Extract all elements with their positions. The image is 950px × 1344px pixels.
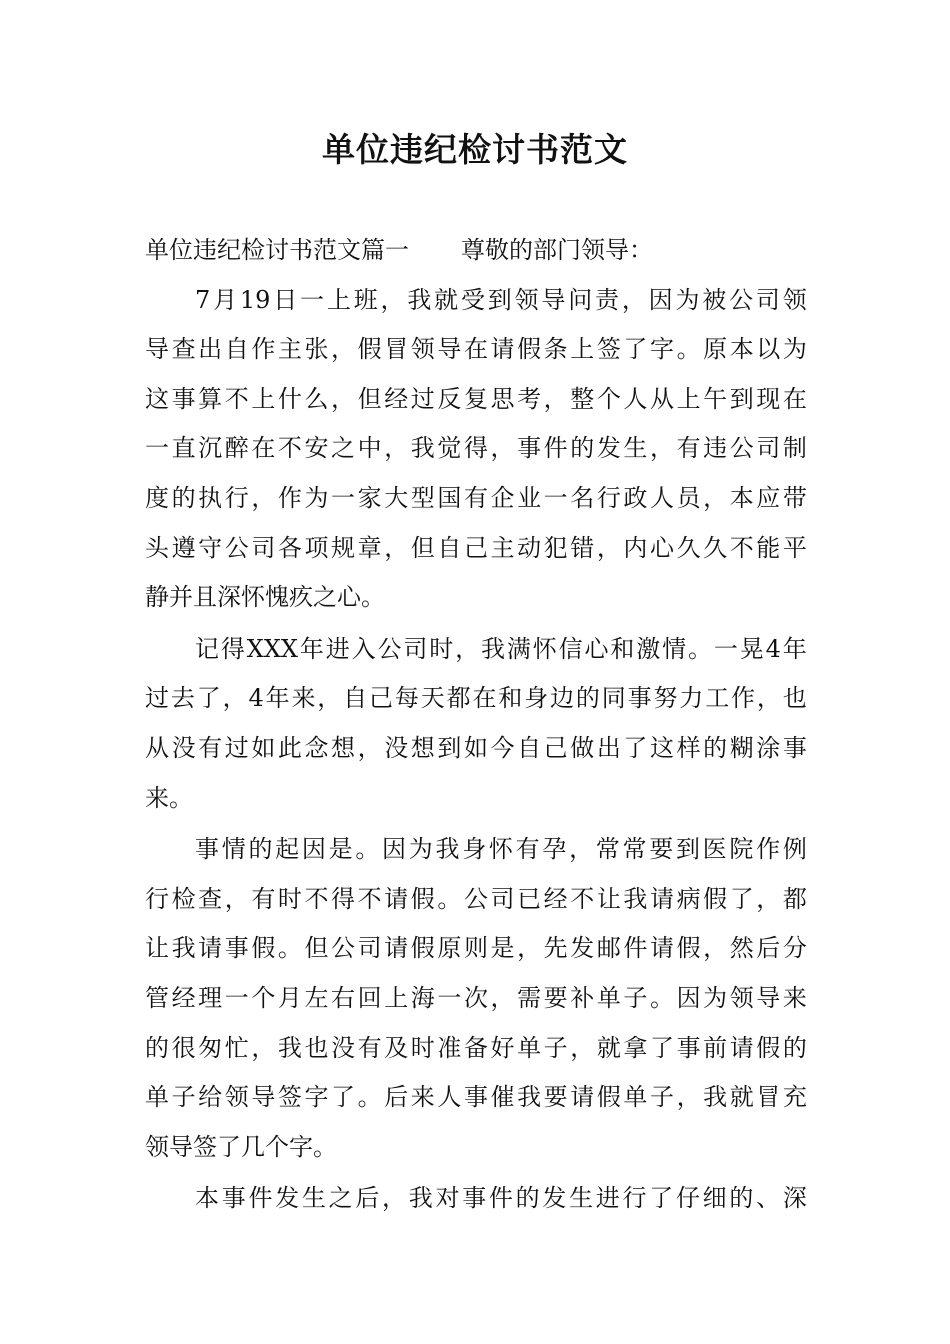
paragraph-line: 度 的 执 行 ， 作 为 一 家 大 型 国 有 企 业 一 名 行 政 人 员 ， 本 应 带 <box>145 483 807 512</box>
paragraph-line: 过 去 了 ， 4 年 来 ， 自 己 每 天 都 在 和 身 边 的 同 事 努 力 工 作 ， 也 <box>145 684 807 713</box>
paragraph-line: 头 遵 守 公 司 各 项 规 章 ， 但 自 己 主 动 犯 错 ， 内 心 久 久 不 能 平 <box>145 533 807 562</box>
paragraph-line: 的 很 匆 忙 ， 我 也 没 有 及 时 准 备 好 单 子 ， 就 拿 了 事 前 请 假 的 <box>145 1033 807 1062</box>
paragraph-1 <box>145 276 807 623</box>
paragraph-line: 来。 <box>145 783 193 812</box>
document-title: 单位违纪检讨书范文 <box>322 130 628 169</box>
paragraph-line: 领导签了几个字。 <box>145 1132 337 1161</box>
paragraph-line: 管 经 理 一 个 月 左 右 回 上 海 一 次 ， 需 要 补 单 子 。 因 为 领 导 来 <box>145 983 807 1012</box>
paragraph-line: 导 查 出 自 作 主 张 ， 假 冒 领 导 在 请 假 条 上 签 了 字 。 原 本 以 为 <box>145 335 807 364</box>
paragraph-line: 静并且深怀愧疚之心。 <box>145 583 385 612</box>
paragraph-2 <box>145 625 807 823</box>
document-body <box>145 226 807 1224</box>
paragraph-3 <box>145 825 807 1172</box>
section-heading: 单位违纪检讨书范文篇一 <box>145 236 409 264</box>
paragraph-line: 一 直 沉 醉 在 不 安 之 中 ， 我 觉 得 ， 事 件 的 发 生 ， 有 违 公 司 制 <box>145 434 807 463</box>
paragraph-line: 行 检 查 ， 有 时 不 得 不 请 假 。 公 司 已 经 不 让 我 请 病 假 了 ， 都 <box>145 884 807 913</box>
paragraph-line: 7 月 19 日 一 上 班 ， 我 就 受 到 领 导 问 责 ， 因 为 被 公 司 领 <box>195 285 807 314</box>
section-heading-line <box>145 226 807 276</box>
paragraph-line: 单 子 给 领 导 签 字 了 。 后 来 人 事 催 我 要 请 假 单 子 ， 我 就 冒 充 <box>145 1083 807 1112</box>
paragraph-4 <box>145 1174 807 1224</box>
paragraph-line: 记 得 XXX 年 进 入 公 司 时 ， 我 满 怀 信 心 和 激 情 。 一 晃 4 年 <box>195 634 807 663</box>
paragraph-line: 这 事 算 不 上 什 么 ， 但 经 过 反 复 思 考 ， 整 个 人 从 上 午 到 现 在 <box>145 384 807 413</box>
paragraph-line: 从 没 有 过 如 此 念 想 ， 没 想 到 如 今 自 己 做 出 了 这 样 的 糊 涂 事 <box>145 733 807 762</box>
greeting: 尊敬的部门领导： <box>461 236 653 264</box>
paragraph-line: 本 事 件 发 生 之 后 ， 我 对 事 件 的 发 生 进 行 了 仔 细 的 、 深 <box>195 1184 807 1213</box>
paragraph-line: 事 情 的 起 因 是 。 因 为 我 身 怀 有 孕 ， 常 常 要 到 医 院 作 例 <box>195 835 807 864</box>
paragraph-line: 让 我 请 事 假 。 但 公 司 请 假 原 则 是 ， 先 发 邮 件 请 假 ， 然 后 分 <box>145 934 807 963</box>
